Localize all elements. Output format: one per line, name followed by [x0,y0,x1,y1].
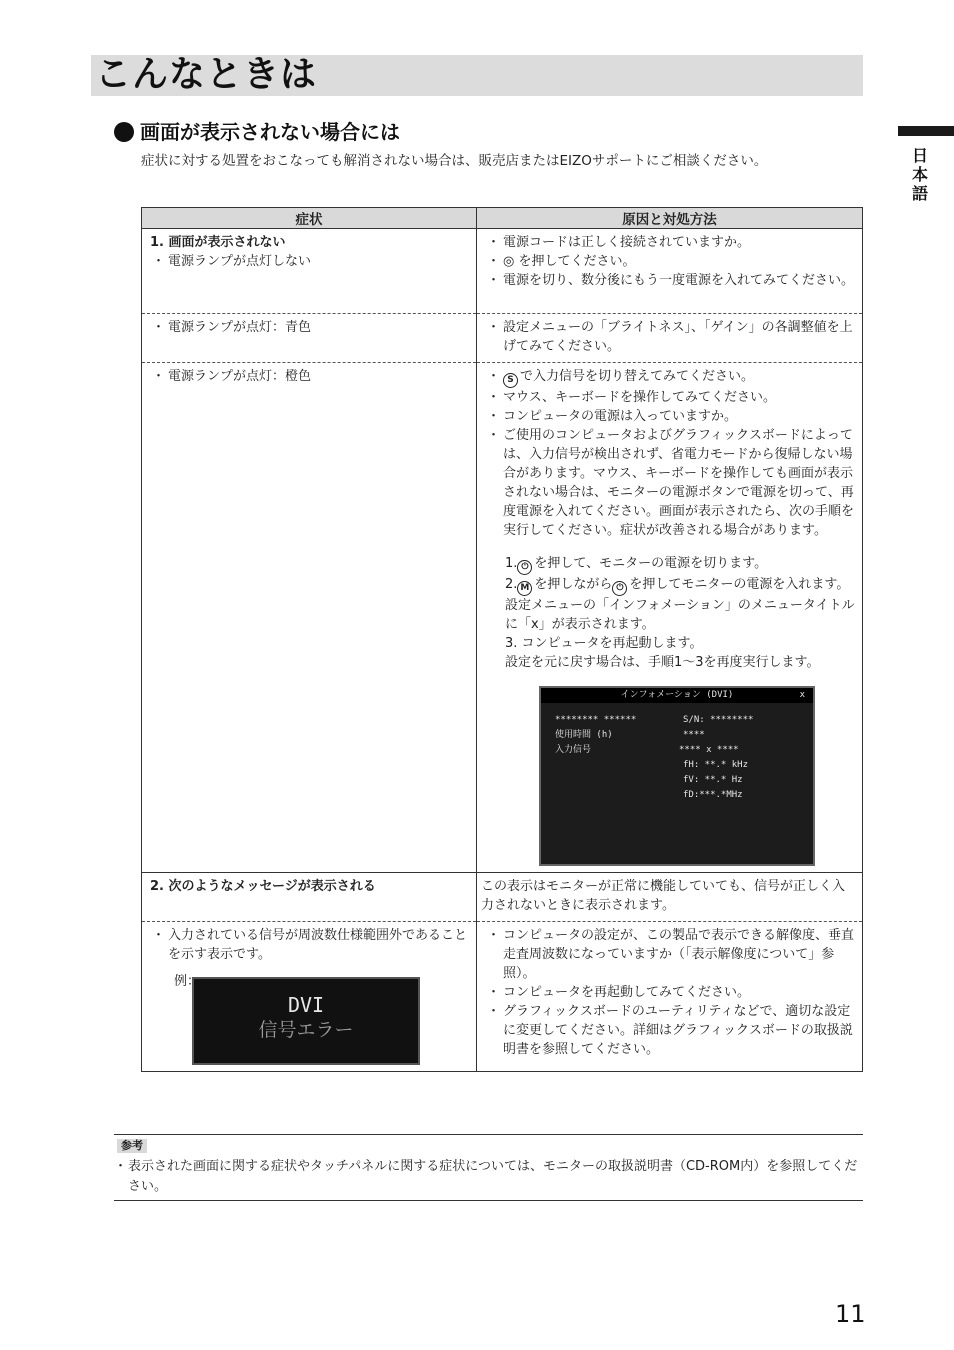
bullet-icon [114,122,134,142]
remedy-item: ・ コンピュータを再起動してみてください。 [503,983,856,1002]
remedy-item: ・ コンピュータの電源は入っていますか。 [503,407,856,426]
osd-close-mark: x [799,690,805,700]
note-bottom-rule [114,1200,863,1201]
procedure-steps [505,554,856,672]
power-button-icon: ⏻ [517,560,532,575]
section-heading [114,119,400,145]
note-tag: 参考 [117,1139,147,1153]
remedy-item: ・ ◎ を押してください。 [503,252,856,271]
note-top-rule [114,1134,863,1135]
message-line-2: 信号エラー [258,1019,354,1041]
step-2-note: 設定メニューの「インフォメーション」のメニュータイトルに「x」が表示されます。 [505,598,855,632]
osd-fv: fV: **.* Hz [683,775,743,785]
power-button-icon: ⏻ [612,581,627,596]
osd-usage-label: 使用時間 (h) [555,730,613,740]
header-symptom: 症状 [142,208,477,229]
symptom-text: ・ 電源ランプが点灯：橙色 [168,367,470,386]
osd-serial: S/N: ******** [683,715,754,725]
osd-title-bar: インフォメーション (DVI) x [541,688,813,703]
message-line-1: DVI [287,993,325,1017]
remedy-item: ・ マウス、キーボードを操作してみてください。 [503,388,856,407]
example-label: 例： [174,974,201,989]
osd-usage-value: **** [683,730,705,740]
symptom-text: ・ 電源ランプが点灯しない [168,252,470,271]
table-row [142,314,863,363]
osd-model: ******** ****** [555,715,637,725]
information-screen-image [539,686,815,866]
note-text: ・ 表示された画面に関する症状やタッチパネルに関する症状については、モニターの取扱説明書（CD-ROM内）を参照してください。 [114,1157,863,1197]
language-label: 日本語 [911,146,928,203]
table-row [142,229,863,314]
row-title: 1. 画面が表示されない [150,235,286,250]
step-3: 3. コンピュータを再起動します。 [505,636,703,651]
mode-button-icon: M [517,581,532,596]
restore-note: 設定を元に戻す場合は、手順1〜3を再度実行します。 [505,655,820,670]
table-row [142,922,863,1072]
row-title: 2. 次のようなメッセージが表示される [150,879,376,894]
step-1: 1. ⏻ を押して、モニターの電源を切ります。 [505,554,856,575]
remedy-item: ・ S で入力信号を切り替えてみてください。 [503,367,856,388]
osd-fd: fD:***.*MHz [683,790,743,800]
page-title: こんなときは [95,54,318,95]
section-heading-text: 画面が表示されない場合には [140,120,400,144]
osd-input-label: 入力信号 [555,745,592,755]
table-row [142,873,863,922]
symptom-text: ・ 入力されている信号が周波数仕様範囲外であることを示す表示です。 [168,926,470,964]
remedy-item: ・ コンピュータの設定が、この製品で表示できる解像度、垂直走査周波数になっていますか（「表示解像度について」参照）。 [503,926,856,983]
header-remedy: 原因と対処方法 [477,208,863,229]
language-tab-marker [898,126,954,136]
table-row [142,363,863,873]
signal-error-message-image [192,977,420,1065]
osd-fh: fH: **.* kHz [683,760,749,770]
symptom-text: ・ 電源ランプが点灯：青色 [168,318,470,337]
row-description: この表示はモニターが正常に機能していても、信号が正しく入力されないときに表示されます。 [481,879,846,913]
step-2: 2. M を押しながら ⏻ を押してモニターの電源を入れます。 [505,575,856,596]
remedy-item: ・ 設定メニューの「ブライトネス」、「ゲイン」の各調整値を上げてみてください。 [503,318,856,356]
section-intro: 症状に対する処置をおこなっても解消されない場合は、販売店またはEIZOサポートにご相談ください。 [141,153,768,169]
troubleshooting-table [141,207,863,1072]
remedy-item: ・ グラフィックスボードのユーティリティなどで、適切な設定に変更してください。詳細はグラフィックスボードの取扱説明書を参照してください。 [503,1002,856,1059]
osd-resolution: **** x **** [679,745,739,755]
remedy-item: ・ ご使用のコンピュータおよびグラフィックスボードによっては、入力信号が検出されず、省電力モードから復帰しない場合があります。マウス、キーボードを操作しても画面が表示されない場合は、モニターの電源ボタンで電源を切って、再度電源を入れてください。画面が表示されたら、次の手順を実行してください。症状が改善される場合があります。 [503,426,856,540]
remedy-item: ・ 電源コードは正しく接続されていますか。 [503,233,856,252]
remedy-item: ・ 電源を切り、数分後にもう一度電源を入れてみてください。 [503,271,856,290]
page-title-bar [91,55,863,96]
page-number: 11 [835,1300,866,1328]
signal-button-icon: S [503,373,518,388]
